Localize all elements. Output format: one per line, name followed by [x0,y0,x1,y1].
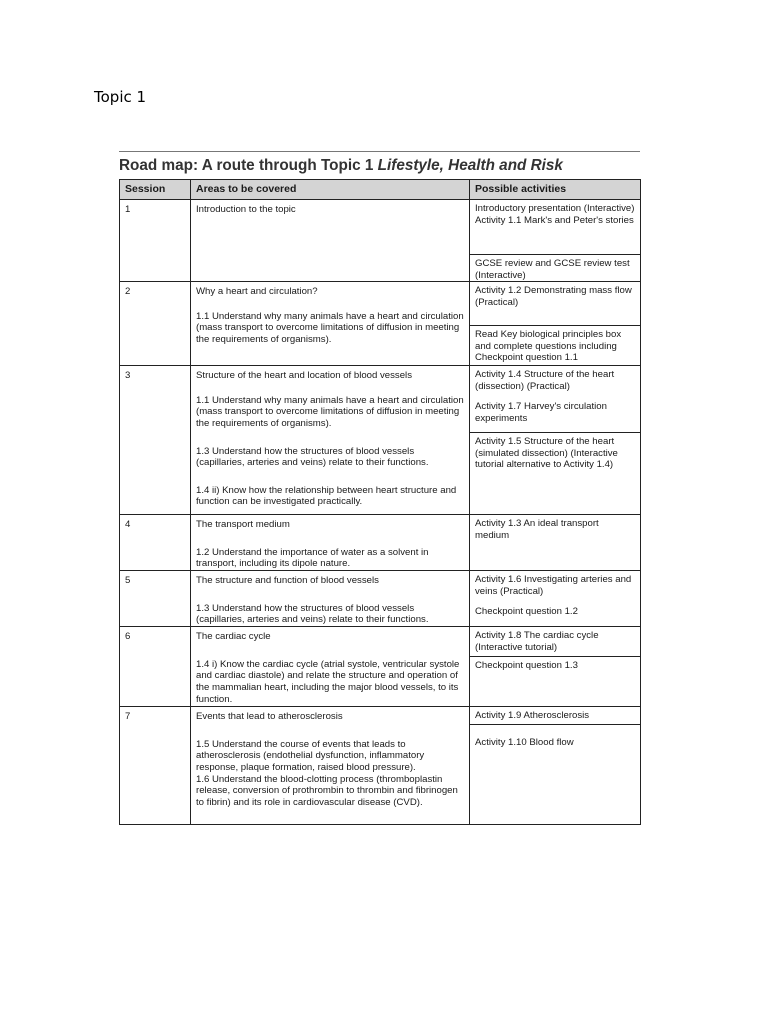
area-heading: The cardiac cycle [196,631,271,643]
document-heading: Topic 1 [94,88,147,106]
areas-cell [191,366,470,515]
activity-group [470,515,640,541]
activity-group [470,200,640,254]
header-activities: Possible activities [470,180,641,200]
activities-cell [470,627,641,707]
table-header-row [120,180,641,200]
activities-cell [470,366,641,515]
activity-item: Activity 1.3 An ideal transport medium [475,518,599,541]
activity-group [470,254,640,281]
area-heading: The structure and function of blood vessels [196,575,379,587]
activity-item: Checkpoint question 1.2 [475,606,578,618]
activities-cell [470,200,641,282]
learning-outcome: 1.5 Understand the course of events that leads to atherosclerosis (endothelial dysfunction, inflammatory response, plaque formation, raised blood pressure). [196,738,425,773]
activity-item: GCSE review and GCSE review test (Interactive) [475,258,630,281]
table-row-session-4 [120,515,641,571]
activity-group [470,656,640,672]
activity-item: Activity 1.1 Mark's and Peter's stories [475,214,634,226]
activity-group [470,724,640,749]
area-heading: Why a heart and circulation? [196,286,318,298]
learning-outcome: 1.3 Understand how the structures of blood vessels (capillaries, arteries and veins) relate to their functions. [196,602,429,626]
activities-cell [470,707,641,825]
activity-group [470,627,640,656]
roadmap-title-topic: Lifestyle, Health and Risk [377,157,563,174]
roadmap-title-prefix: Road map: A route through Topic 1 [119,157,378,174]
area-heading: Structure of the heart and location of blood vessels [196,370,412,382]
activity-item: Activity 1.6 Investigating arteries and veins (Practical) [475,574,632,597]
learning-outcome: 1.1 Understand why many animals have a heart and circulation (mass transport to overcome limitations of diffusion in meeting the requirements of organisms). [196,394,464,429]
learning-outcome: 1.4 ii) Know how the relationship between heart structure and function can be investigated practically. [196,484,457,508]
areas-cell [191,282,470,366]
roadmap-figure [119,151,640,808]
session-number: 2 [120,282,191,366]
area-heading: The transport medium [196,519,290,531]
learning-outcome: 1.1 Understand why many animals have a heart and circulation (mass transport to overcome limitations of diffusion in meeting the requirements of organisms). [196,310,464,345]
session-number: 4 [120,515,191,571]
session-number: 5 [120,571,191,627]
areas-cell [191,627,470,707]
areas-cell [191,200,470,282]
activity-item: Activity 1.2 Demonstrating mass flow (Practical) [475,285,632,308]
table-row-session-3 [120,366,641,515]
header-areas: Areas to be covered [191,180,470,200]
learning-outcome: 1.2 Understand the importance of water as a solvent in transport, including its dipole nature. [196,546,429,570]
session-number: 6 [120,627,191,707]
activity-group [470,282,640,325]
table-row-session-6 [120,627,641,707]
session-number: 7 [120,707,191,825]
learning-outcome: 1.4 i) Know the cardiac cycle (atrial systole, ventricular systole and cardiac diastole) and relate the structure and operation of the mammalian heart, including the major blood vessels, to its function. [196,658,460,705]
activity-group [470,571,640,618]
areas-cell [191,707,470,825]
area-heading: Events that lead to atherosclerosis [196,711,343,723]
activity-item: Activity 1.4 Structure of the heart (dissection) (Practical) [475,369,615,392]
activity-item: Activity 1.8 The cardiac cycle (Interactive tutorial) [475,630,599,653]
activities-cell [470,515,641,571]
activity-group [470,707,640,724]
activity-item: Activity 1.5 Structure of the heart (simulated dissection) (Interactive tutorial alternative to Activity 1.4) [475,436,618,471]
roadmap-title [119,156,640,176]
table-row-session-2 [120,282,641,366]
activity-group [470,366,640,432]
areas-cell [191,515,470,571]
table-row-session-1 [120,200,641,282]
table-row-session-5 [120,571,641,627]
activity-item: Activity 1.10 Blood flow [475,737,574,749]
areas-cell [191,571,470,627]
activity-item: Activity 1.7 Harvey's circulation experiments [475,401,607,424]
activity-group [470,432,640,471]
table-row-session-7 [120,707,641,825]
learning-outcome: 1.6 Understand the blood-clotting process (thromboplastin release, conversion of prothrombin to thrombin and fibrinogen to fibrin) and its role in cardiovascular disease (CVD). [196,773,458,808]
activity-item: Checkpoint question 1.3 [475,660,578,672]
roadmap-table [119,179,641,825]
activities-cell [470,571,641,627]
activity-group [470,325,640,364]
learning-outcome: 1.3 Understand how the structures of blood vessels (capillaries, arteries and veins) relate to their functions. [196,445,429,469]
area-heading: Introduction to the topic [196,204,296,215]
session-number: 3 [120,366,191,515]
activity-item: Activity 1.9 Atherosclerosis [475,710,590,722]
activities-cell [470,282,641,366]
activity-item: Read Key biological principles box and complete questions including Checkpoint question 1.1 [475,329,622,364]
title-rule [119,151,640,152]
activity-item: Introductory presentation (Interactive) [475,203,635,214]
header-session: Session [120,180,191,200]
session-number: 1 [120,200,191,282]
